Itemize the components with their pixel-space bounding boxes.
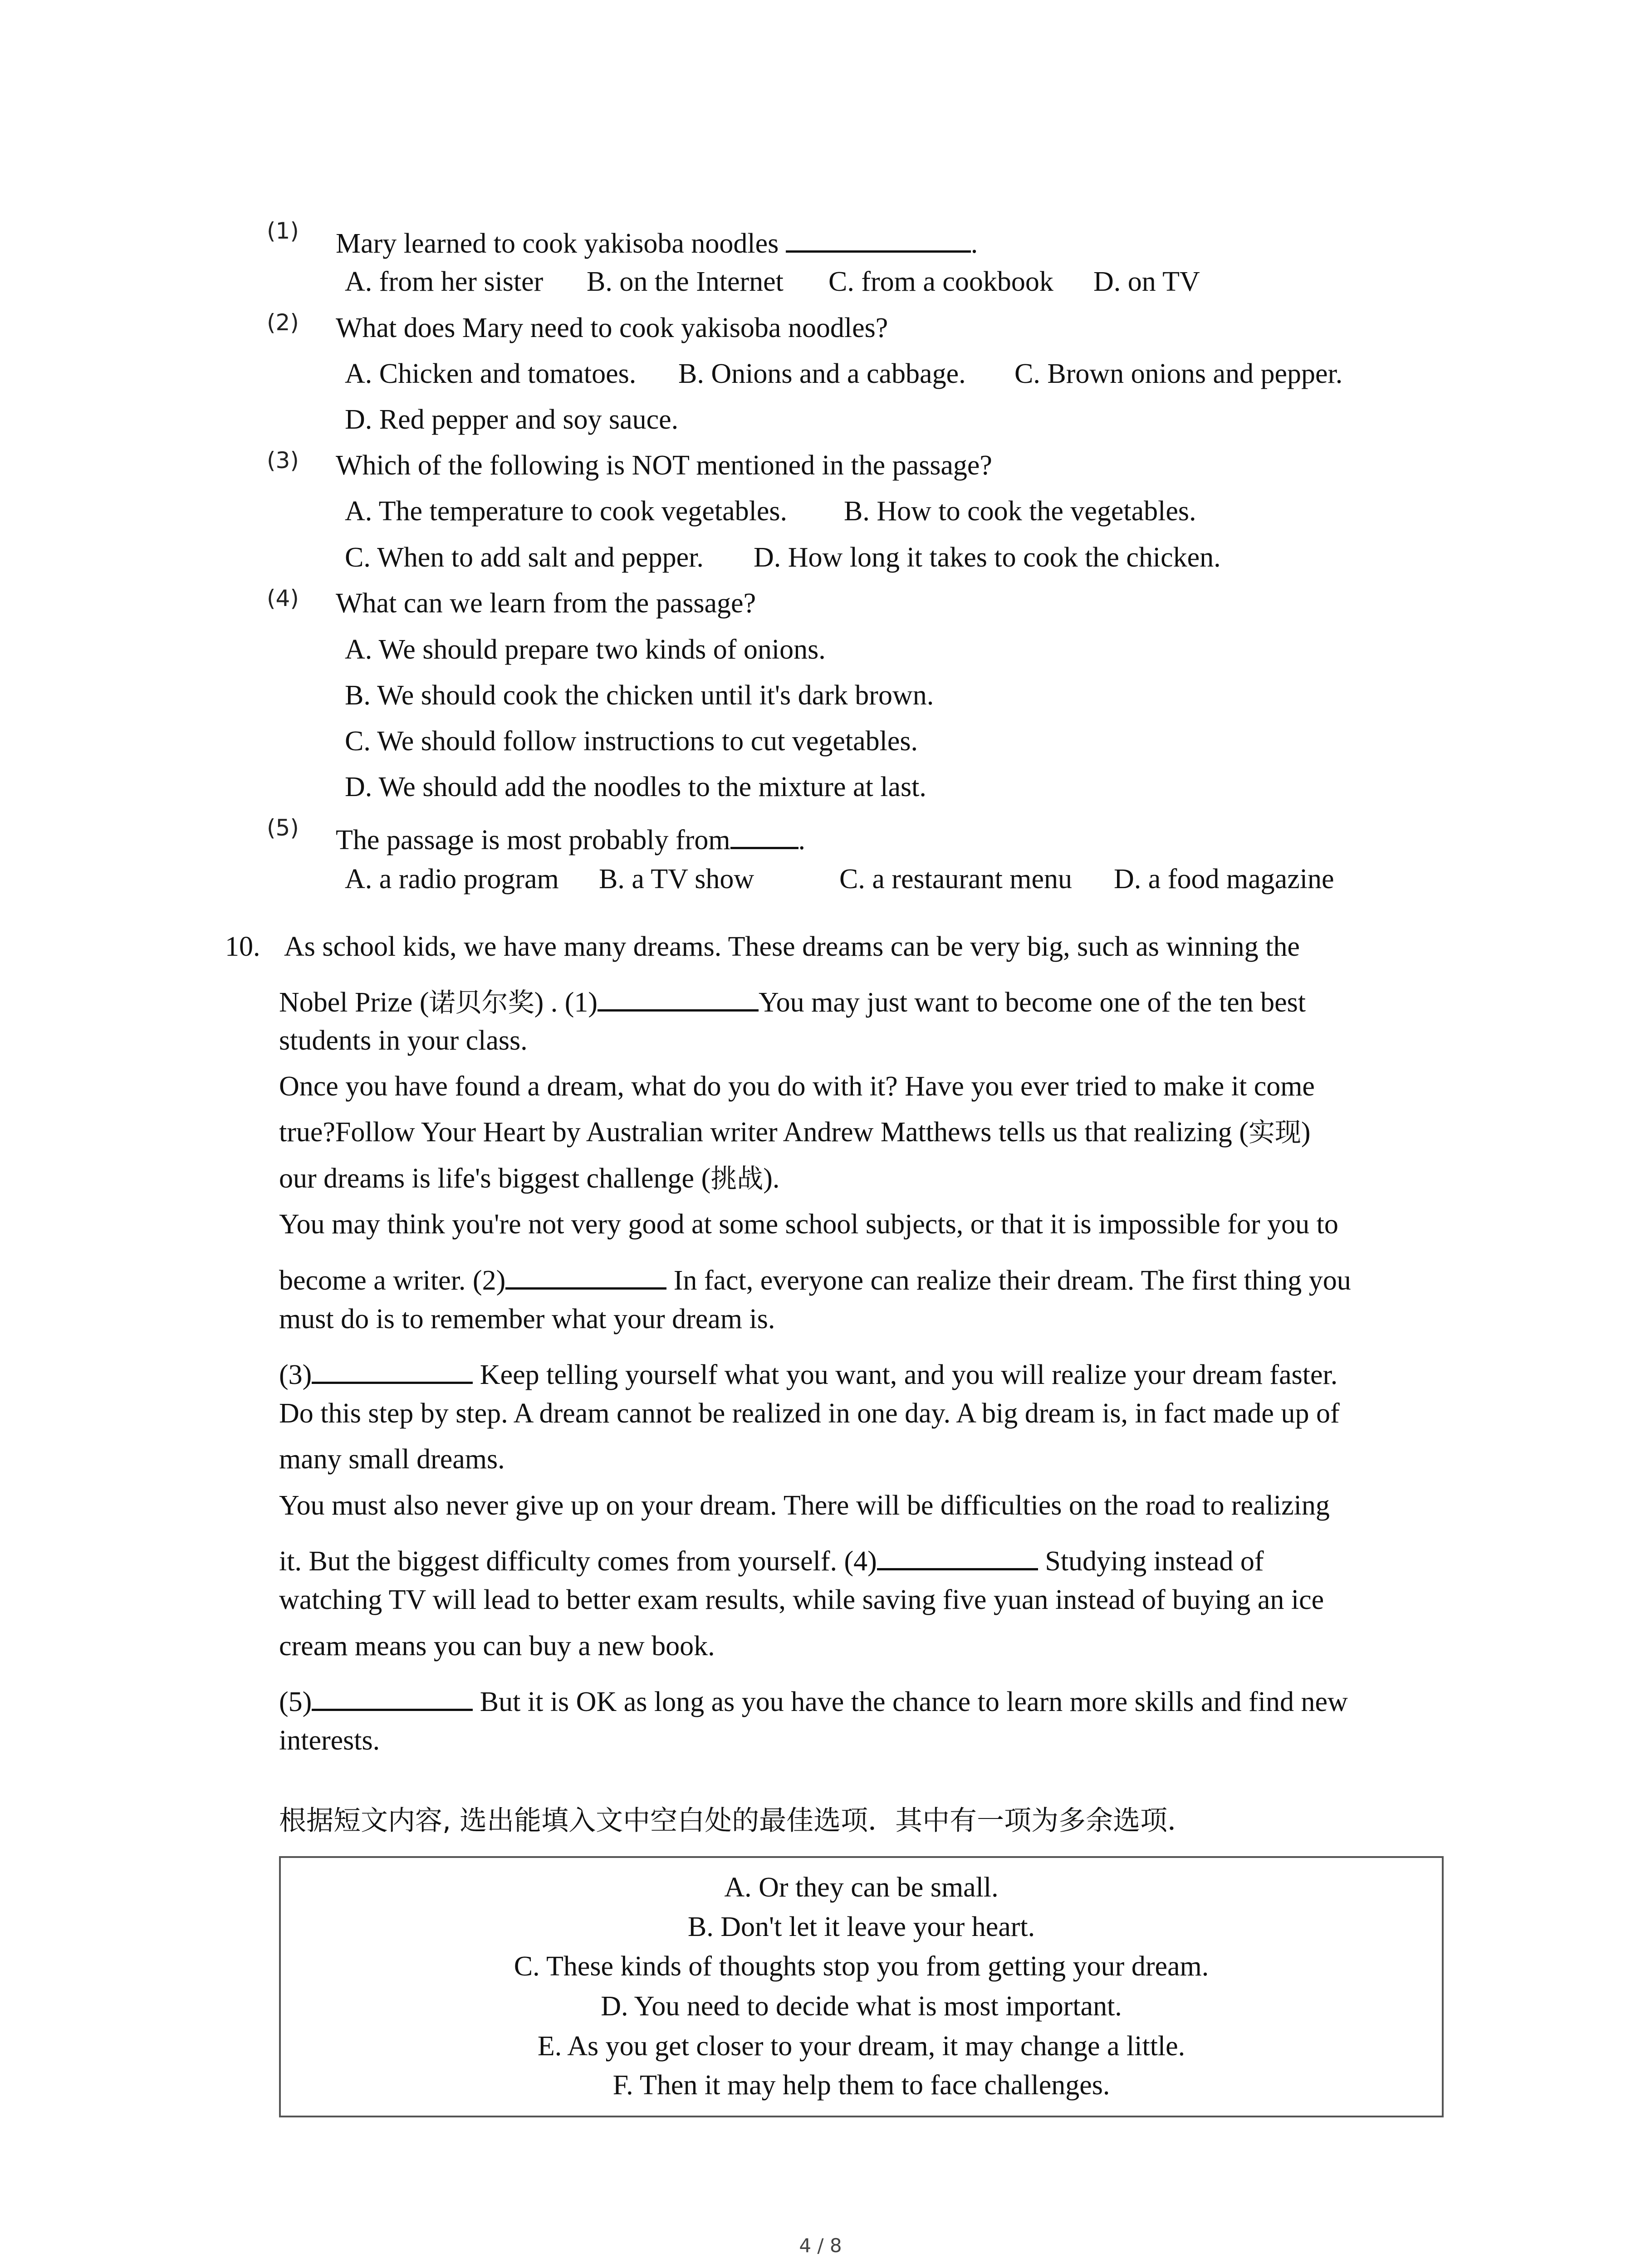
page-number: 4 / 8	[799, 2234, 842, 2257]
stem-text: .	[798, 825, 806, 855]
passage-text: But it is OK as long as you have the chance to learn more skills and find new	[473, 1686, 1348, 1717]
option: C. Brown onions and pepper.	[1014, 358, 1343, 389]
passage-text: Keep telling yourself what you want, and you will realize your dream faster.	[473, 1359, 1338, 1390]
instruction-text: 根据短文内容, 选出能填入文中空白处的最佳选项．其中有一项为多余选项．	[279, 1805, 1195, 1837]
passage-text: ).	[763, 1163, 780, 1194]
passage-line: students in your class.	[279, 1025, 528, 1056]
option: A. Chicken and tomatoes.	[345, 358, 637, 389]
option: C. We should follow instructions to cut vegetables.	[345, 726, 918, 757]
option: A. The temperature to cook vegetables.	[345, 496, 787, 527]
question-stem	[336, 819, 805, 854]
passage-text: ) . (1)	[534, 987, 598, 1018]
passage-line: You must also never give up on your dream. There will be difficulties on the road to realizing	[279, 1490, 1330, 1521]
passage-line: interests.	[279, 1725, 380, 1756]
passage-line: must do is to remember what your dream is.	[279, 1304, 775, 1334]
chinese-gloss: 实现	[1248, 1117, 1301, 1148]
question-stem: What can we learn from the passage?	[336, 588, 756, 619]
box-option: B. Don't let it leave your heart.	[687, 1911, 1035, 1942]
stem-text: The passage is most probably from	[336, 825, 730, 855]
option: D. Red pepper and soy sauce.	[345, 404, 679, 435]
answer-blank	[505, 1259, 666, 1290]
passage-text: Nobel Prize (	[279, 987, 429, 1018]
passage-line: You may think you're not very good at some school subjects, or that it is impossible for you to	[279, 1209, 1338, 1240]
answer-blank	[786, 222, 971, 253]
option: B. a TV show	[599, 864, 754, 894]
options-box	[279, 1856, 1444, 2117]
stem-text: Mary learned to cook yakisoba noodles	[336, 228, 786, 259]
passage-text: true?Follow Your Heart by Australian writer Andrew Matthews tells us that realizing (	[279, 1117, 1249, 1148]
passage-text: In fact, everyone can realize their dream. The first thing you	[666, 1265, 1351, 1296]
passage-line: watching TV will lead to better exam results, while saving five yuan instead of buying an ice	[279, 1584, 1324, 1615]
passage-text: (5)	[279, 1686, 312, 1717]
passage-text: Studying instead of	[1038, 1546, 1264, 1577]
passage-line	[279, 1354, 1337, 1389]
answer-blank	[312, 1681, 473, 1711]
passage-line	[279, 1540, 1264, 1575]
question-number: (1)	[267, 218, 299, 244]
passage-line	[279, 1681, 1348, 1716]
passage-line: As school kids, we have many dreams. These dreams can be very big, such as winning the	[284, 931, 1300, 962]
option: C. from a cookbook	[828, 266, 1053, 297]
option: D. We should add the noodles to the mixture at last.	[345, 772, 926, 802]
passage-text: it. But the biggest difficulty comes from yourself. (4)	[279, 1546, 877, 1577]
passage-line	[279, 1259, 1351, 1295]
chinese-gloss: 诺贝尔奖	[429, 987, 534, 1018]
passage-text: our dreams is life's biggest challenge (	[279, 1163, 711, 1194]
passage-line	[279, 1164, 779, 1193]
stem-text: .	[970, 228, 978, 259]
box-option: E. As you get closer to your dream, it may change a little.	[537, 2031, 1185, 2062]
question-number: (4)	[267, 585, 299, 611]
question-number: (3)	[267, 447, 299, 474]
option: C. a restaurant menu	[839, 864, 1073, 894]
answer-blank	[730, 819, 798, 849]
box-option: D. You need to decide what is most important.	[601, 1991, 1122, 2022]
option: D. on TV	[1093, 266, 1200, 297]
passage-line	[279, 981, 1306, 1017]
option: D. a food magazine	[1114, 864, 1334, 894]
question-stem	[336, 222, 978, 258]
option: D. How long it takes to cook the chicken.	[754, 542, 1221, 573]
option: A. a radio program	[345, 864, 559, 894]
answer-blank	[598, 981, 759, 1012]
question-stem: What does Mary need to cook yakisoba noodles?	[336, 313, 888, 343]
option: B. on the Internet	[587, 266, 784, 297]
option: B. How to cook the vegetables.	[844, 496, 1196, 527]
passage-line: cream means you can buy a new book.	[279, 1631, 715, 1662]
option: C. When to add salt and pepper.	[345, 542, 704, 573]
box-option: A. Or they can be small.	[724, 1872, 999, 1903]
box-option: F. Then it may help them to face challenges.	[612, 2070, 1110, 2101]
answer-blank	[312, 1354, 473, 1384]
passage-text: )	[1301, 1117, 1311, 1148]
passage-text: become a writer. (2)	[279, 1265, 506, 1296]
question-number: (2)	[267, 309, 299, 336]
question-number: 10.	[225, 931, 260, 962]
box-option: C. These kinds of thoughts stop you from getting your dream.	[514, 1951, 1209, 1982]
chinese-gloss: 挑战	[710, 1163, 764, 1194]
option: B. We should cook the chicken until it's dark brown.	[345, 680, 934, 711]
option: A. We should prepare two kinds of onions.	[345, 634, 826, 665]
passage-line: Do this step by step. A dream cannot be realized in one day. A big dream is, in fact made up of	[279, 1398, 1340, 1429]
passage-line: many small dreams.	[279, 1444, 505, 1475]
passage-line: Once you have found a dream, what do you do with it? Have you ever tried to make it come	[279, 1071, 1315, 1102]
question-number: (5)	[267, 815, 299, 841]
answer-blank	[877, 1540, 1038, 1570]
passage-text: (3)	[279, 1359, 312, 1390]
option: A. from her sister	[345, 266, 544, 297]
question-stem: Which of the following is NOT mentioned in the passage?	[336, 450, 992, 481]
option: B. Onions and a cabbage.	[678, 358, 966, 389]
passage-text: You may just want to become one of the ten best	[759, 987, 1306, 1018]
passage-line	[279, 1118, 1311, 1146]
